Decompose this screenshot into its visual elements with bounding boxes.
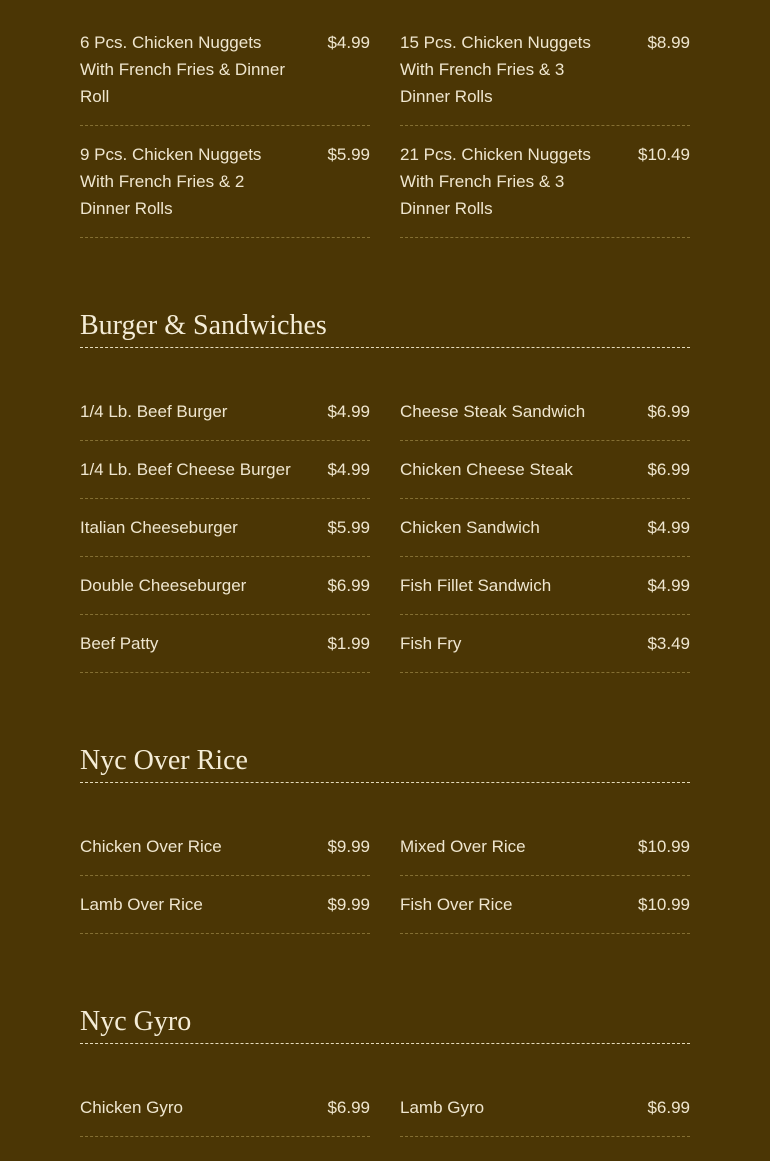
- menu-item-name: 21 Pcs. Chicken Nuggets With French Fries & 3 Dinner Rolls: [400, 145, 591, 218]
- menu-item: [400, 456, 690, 499]
- menu-item-price: $4.99: [647, 576, 690, 595]
- menu-item: [80, 398, 370, 441]
- menu-item-price: $5.99: [327, 518, 370, 537]
- menu-item-name: Fish Fry: [400, 634, 462, 653]
- menu-item: [400, 29, 690, 126]
- menu-item-name: Mixed Over Rice: [400, 837, 526, 856]
- menu-item-name: Lamb Gyro: [400, 1098, 485, 1117]
- menu-item: [80, 572, 370, 615]
- menu-item-name: Chicken Over Rice: [80, 837, 222, 856]
- menu-item: [400, 514, 690, 557]
- menu-item: [80, 891, 370, 934]
- menu-item-price: $9.99: [327, 837, 370, 856]
- menu-item-name: 15 Pcs. Chicken Nuggets With French Fries & 3 Dinner Rolls: [400, 33, 591, 106]
- menu-item-name: 1/4 Lb. Beef Cheese Burger: [80, 460, 291, 479]
- menu-item-price: $4.99: [327, 402, 370, 421]
- menu-item-price: $9.99: [327, 895, 370, 914]
- menu-item-price: $5.99: [327, 145, 370, 164]
- menu-item-name: Cheese Steak Sandwich: [400, 402, 586, 421]
- menu-item-price: $4.99: [647, 518, 690, 537]
- menu-item-price: $6.99: [647, 460, 690, 479]
- menu-item: [400, 572, 690, 615]
- menu-item: [80, 514, 370, 557]
- menu-item: [400, 891, 690, 934]
- menu-item-name: Chicken Gyro: [80, 1098, 183, 1117]
- menu-item-price: $1.99: [327, 634, 370, 653]
- menu-item: [400, 630, 690, 673]
- menu-item-name: Italian Cheeseburger: [80, 518, 238, 537]
- section-title: Nyc Over Rice: [80, 743, 690, 783]
- menu-item-name: 9 Pcs. Chicken Nuggets With French Fries & 2 Dinner Rolls: [80, 145, 262, 218]
- menu-item: [80, 630, 370, 673]
- menu-item-price: $4.99: [327, 460, 370, 479]
- menu-item-name: 6 Pcs. Chicken Nuggets With French Fries & Dinner Roll: [80, 33, 285, 106]
- menu-item-name: Beef Patty: [80, 634, 159, 653]
- menu-item: [80, 1094, 370, 1137]
- menu-item-name: Chicken Cheese Steak: [400, 460, 573, 479]
- menu-item: [80, 833, 370, 876]
- menu-item: [80, 29, 370, 126]
- menu-item: [80, 141, 370, 238]
- menu-item-price: $8.99: [647, 33, 690, 52]
- menu-item-price: $10.99: [638, 895, 690, 914]
- section-title: Burger & Sandwiches: [80, 308, 690, 348]
- menu-item-name: Fish Over Rice: [400, 895, 513, 914]
- section-title: Nyc Gyro: [80, 1004, 690, 1044]
- menu-item-price: $6.99: [327, 576, 370, 595]
- menu-item-price: $10.49: [638, 145, 690, 164]
- menu-item-name: Lamb Over Rice: [80, 895, 203, 914]
- menu-item: [400, 398, 690, 441]
- menu-item: [400, 141, 690, 238]
- menu-item: [400, 833, 690, 876]
- menu-item: [80, 456, 370, 499]
- menu-item-name: Double Cheeseburger: [80, 576, 247, 595]
- menu-item-price: $6.99: [647, 402, 690, 421]
- menu-item-price: $6.99: [327, 1098, 370, 1117]
- menu-item-name: 1/4 Lb. Beef Burger: [80, 402, 228, 421]
- menu-item-name: Chicken Sandwich: [400, 518, 540, 537]
- menu-item-price: $4.99: [327, 33, 370, 52]
- menu-item-price: $10.99: [638, 837, 690, 856]
- menu-item-price: $6.99: [647, 1098, 690, 1117]
- menu-item-name: Fish Fillet Sandwich: [400, 576, 552, 595]
- menu-item-price: $3.49: [647, 634, 690, 653]
- menu-item: [400, 1094, 690, 1137]
